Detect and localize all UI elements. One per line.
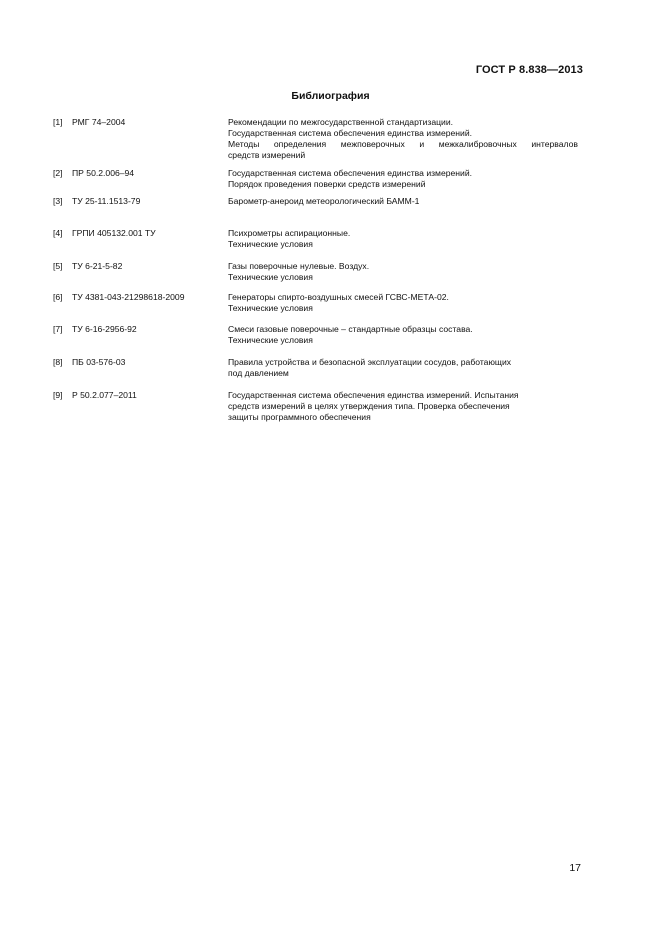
entry-description-line: Психрометры аспирационные. xyxy=(228,228,351,238)
entry-description-line: средств измерений в целях утверждения типа. Проверка обеспечения xyxy=(228,401,510,411)
entry-description xyxy=(228,390,578,423)
document-code: ГОСТ Р 8.838—2013 xyxy=(475,64,583,76)
entry-code: ПБ 03-576-03 xyxy=(72,357,126,367)
entry-description-line: защиты программного обеспечения xyxy=(228,412,371,422)
entry-number: [6] xyxy=(53,292,63,302)
entry-description-line: Смеси газовые поверочные – стандартные образцы состава. xyxy=(228,324,473,334)
entry-description-line: Технические условия xyxy=(228,272,313,282)
entry-description-line: Государственная система обеспечения единства измерений. xyxy=(228,128,473,138)
entry-number: [4] xyxy=(53,228,63,238)
entry-description-line: Рекомендации по межгосударственной стандартизации. xyxy=(228,117,454,127)
entry-description-line: Порядок проведения поверки средств измерений xyxy=(228,179,426,189)
entry-number: [9] xyxy=(53,390,63,400)
entry-code: Р 50.2.077–2011 xyxy=(72,390,137,400)
entry-description-line: Технические условия xyxy=(228,335,313,345)
entry-number: [2] xyxy=(53,168,63,178)
entry-description-line: Государственная система обеспечения единства измерений. xyxy=(228,168,473,178)
entry-code: ТУ 4381-043-21298618-2009 xyxy=(72,292,185,302)
entry-description xyxy=(228,196,578,207)
entry-code: РМГ 74–2004 xyxy=(72,117,126,127)
entry-description-line: Методы определения межповерочных и межкалибровочных интервалов xyxy=(228,139,578,149)
page-number: 17 xyxy=(569,862,581,874)
entry-code: ГРПИ 405132.001 ТУ xyxy=(72,228,156,238)
entry-number: [3] xyxy=(53,196,63,206)
entry-code: ТУ 25-11.1513-79 xyxy=(72,196,141,206)
entry-description xyxy=(228,324,578,346)
entry-description xyxy=(228,168,578,190)
entry-description-line: средств измерений xyxy=(228,150,306,160)
entry-description-line: Технические условия xyxy=(228,239,313,249)
entry-code: ПР 50.2.006–94 xyxy=(72,168,135,178)
entry-description-line: Барометр-анероид метеорологический БАММ-1 xyxy=(228,196,420,206)
entry-description xyxy=(228,357,578,379)
entry-description xyxy=(228,117,578,161)
entry-description-line: Государственная система обеспечения единства измерений. Испытания xyxy=(228,390,519,400)
entry-description-line: под давлением xyxy=(228,368,289,378)
entry-description xyxy=(228,228,578,250)
entry-number: [5] xyxy=(53,261,63,271)
entry-number: [8] xyxy=(53,357,63,367)
entry-description-line: Газы поверочные нулевые. Воздух. xyxy=(228,261,370,271)
entry-description-line: Правила устройства и безопасной эксплуатации сосудов, работающих xyxy=(228,357,512,367)
entry-description xyxy=(228,261,578,283)
entry-number: [7] xyxy=(53,324,63,334)
entry-description-line: Генераторы спирто-воздушных смесей ГСВС-МЕТА-02. xyxy=(228,292,449,302)
entry-code: ТУ 6-16-2956-92 xyxy=(72,324,137,334)
entry-code: ТУ 6-21-5-82 xyxy=(72,261,123,271)
page-title: Библиография xyxy=(291,90,370,102)
entry-number: [1] xyxy=(53,117,63,127)
entry-description xyxy=(228,292,578,314)
entry-description-line: Технические условия xyxy=(228,303,313,313)
